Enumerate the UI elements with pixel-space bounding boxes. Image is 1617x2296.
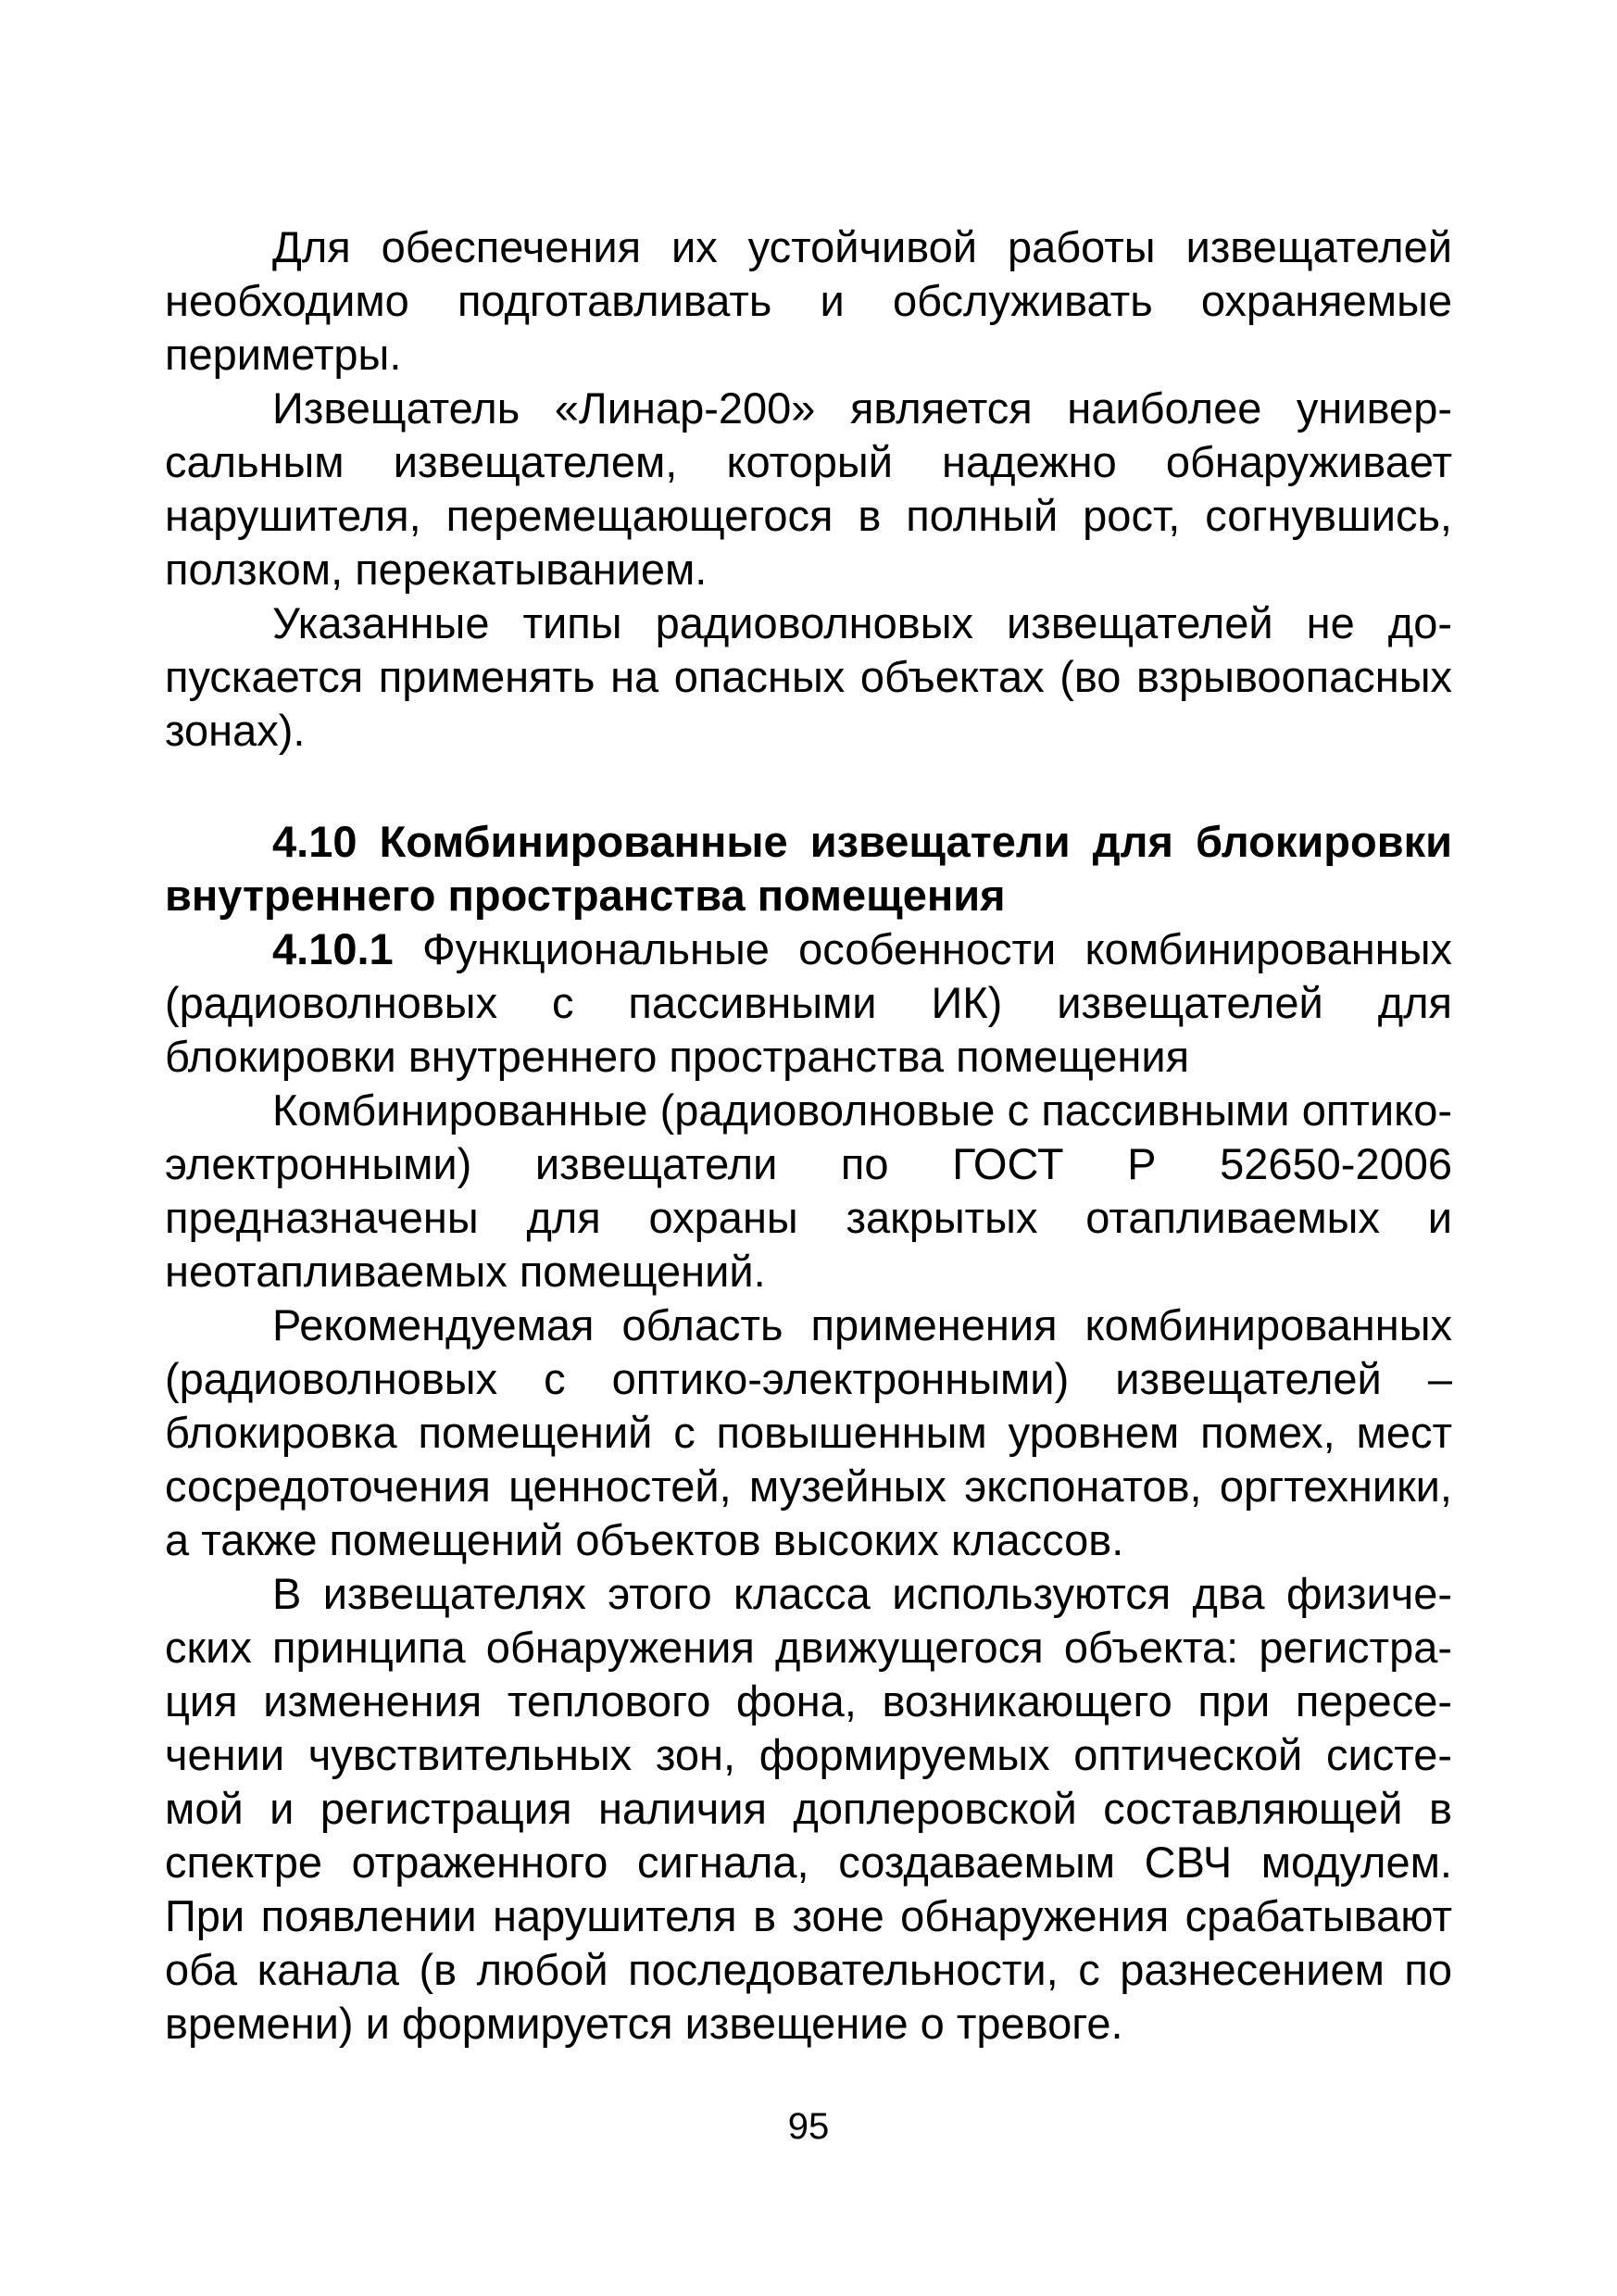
subsection-heading [165,922,1452,1084]
page-number: 95 [787,2106,830,2147]
page-content [165,220,1452,2051]
paragraph-perimeter-maintenance: Для обеспечения их устойчивой работы извещателей необходимо подготавливать и обслуживать охраняемые периметры. [165,222,1452,379]
paragraph-application-area: Рекомендуемая область применения комбинированных (радиоволновых с оптико-электронными) извещателей – блокировка помещений с повышенным уровнем помех, мест сосредоточения ценностей, музейных экспонатов, оргтехники, а также помещений объектов высоких классов. [165,1300,1452,1564]
paragraph-combined-purpose: Комбинированные (радиоволновые с пассивными оптико-электронными) извещатели по ГОСТ Р 52650-2006 предназначены для охраны закрытых отапливаемых и неотапливаемых помещений. [165,1085,1452,1296]
paragraph-hazard-restriction: Указанные типы радиоволновых извещателей не допускается применять на опасных объектах (во взрывоопасных зонах). [165,598,1452,755]
subsection-number: 4.10.1 [272,924,394,973]
section-heading: 4.10 Комбинированные извещатели для блокировки внутреннего пространства помещения [165,817,1452,920]
subsection-title: Функциональные особенности комбинированных (радиоволновых с пассивными ИК) извещателей для блокировки внутреннего пространства помещения [165,924,1452,1081]
paragraph-linar-200: Извещатель «Линар-200» является наиболее универсальным извещателем, который надежно обнаруживает нарушителя, перемещающегося в полный рост, согнувшись, ползком, перекатыванием. [165,383,1452,594]
paragraph-detection-principles: В извещателях этого класса используются два физических принципа обнаружения движущегося объекта: регистрация изменения теплового фона, возникающего при пересечении чувствительных зон, формируемых оптической системой и регистрация наличия доплеровской составляющей в спектре отраженного сигнала, создаваемым СВЧ модулем. При появлении нарушителя в зоне обнаружения срабатывают оба канала (в любой последовательности, с разнесением по времени) и формируется извещение о тревоге. [165,1569,1452,2048]
